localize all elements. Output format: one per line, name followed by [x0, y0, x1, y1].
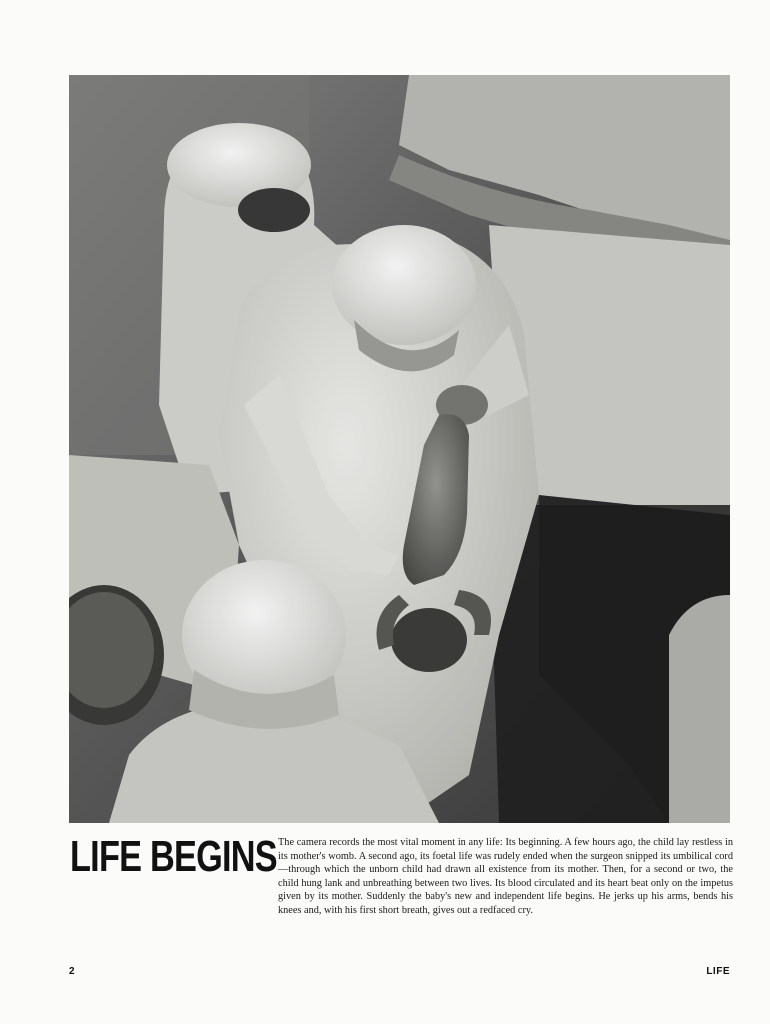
page-number: 2: [69, 966, 75, 977]
delivery-room-photo: [69, 75, 730, 823]
headline: LIFE BEGINS: [70, 832, 277, 881]
article-body: The camera records the most vital moment in any life: Its beginning. A few hours ago, the child lay restless in its mother's womb. A second ago, its foetal life was rudely ended when the surgeon snipped its umbilical cord—through which the unborn child had drawn all existence from its mother. Then, for a second or two, the child hung lank and unbreathing between two lives. Its blood circulated and its heart beat only on the impetus given by its mother. Suddenly the baby's new and independent life begins. He jerks up his arms, bends his knees and, with his first short breath, gives out a redfaced cry.: [278, 837, 733, 916]
photo-illustration: [69, 75, 730, 823]
magazine-name: LIFE: [706, 966, 730, 977]
